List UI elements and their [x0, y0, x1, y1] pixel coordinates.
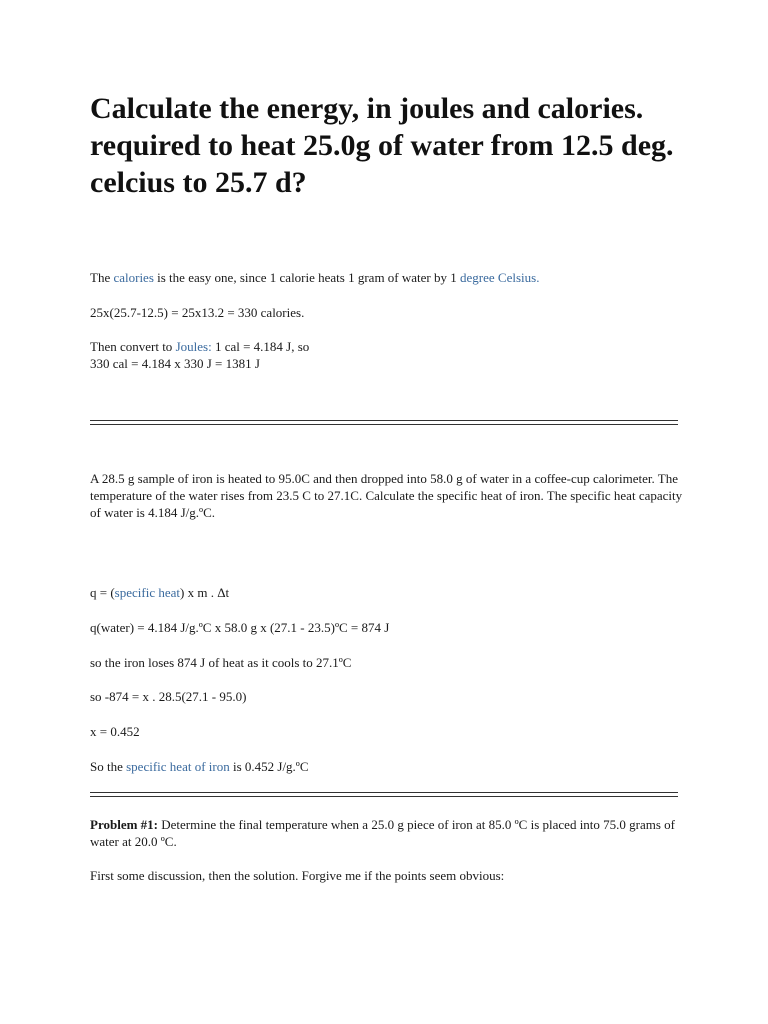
degree-celsius-link[interactable]: degree Celsius. — [460, 270, 540, 285]
specific-heat-of-iron-link[interactable]: specific heat of iron — [126, 759, 230, 774]
iron-heat-loss: so the iron loses 874 J of heat as it cools to 27.1ºC — [90, 655, 352, 670]
calories-link[interactable]: calories — [113, 270, 154, 285]
joules-link[interactable]: Joules: — [175, 339, 212, 354]
section-divider — [90, 420, 678, 425]
problem-1-discussion: First some discussion, then the solution. Forgive me if the points seem obvious: — [90, 868, 505, 883]
q-water-calculation: q(water) = 4.184 J/g.ºC x 58.0 g x (27.1 - 23.5)ºC = 874 J — [90, 620, 390, 635]
page-title: Calculate the energy, in joules and calories. required to heat 25.0g of water from 12.5 deg. celcius to 25.7 d? — [90, 92, 674, 199]
joules-conversion: Then convert to Joules: 1 cal = 4.184 J, so 330 cal = 4.184 x 330 J = 1381 J — [90, 339, 310, 371]
problem-1-statement: Problem #1: Determine the final temperature when a 25.0 g piece of iron at 85.0 ºC is placed into 75.0 grams of water at 20.0 ºC. — [90, 817, 676, 849]
iron-conclusion: So the specific heat of iron is 0.452 J/g.ºC — [90, 759, 309, 774]
q-formula: q = (specific heat) x m . Δt — [90, 585, 230, 600]
section-divider — [90, 792, 678, 797]
specific-heat-link[interactable]: specific heat — [114, 585, 180, 600]
calories-calculation: 25x(25.7-12.5) = 25x13.2 = 330 calories. — [90, 305, 305, 320]
calories-intro: The calories is the easy one, since 1 calorie heats 1 gram of water by 1 degree Celsius. — [90, 270, 540, 285]
x-result: x = 0.452 — [90, 724, 140, 739]
iron-equation: so -874 = x . 28.5(27.1 - 95.0) — [90, 689, 247, 704]
iron-problem-text: A 28.5 g sample of iron is heated to 95.0C and then dropped into 58.0 g of water in a coffee-cup calorimeter. The temperature of the water rises from 23.5 C to 27.1C. Calculate the specific heat of iron. The specific heat capacity of water is 4.184 J/g.ºC. — [90, 471, 683, 520]
problem-1-label: Problem #1: — [90, 817, 158, 832]
